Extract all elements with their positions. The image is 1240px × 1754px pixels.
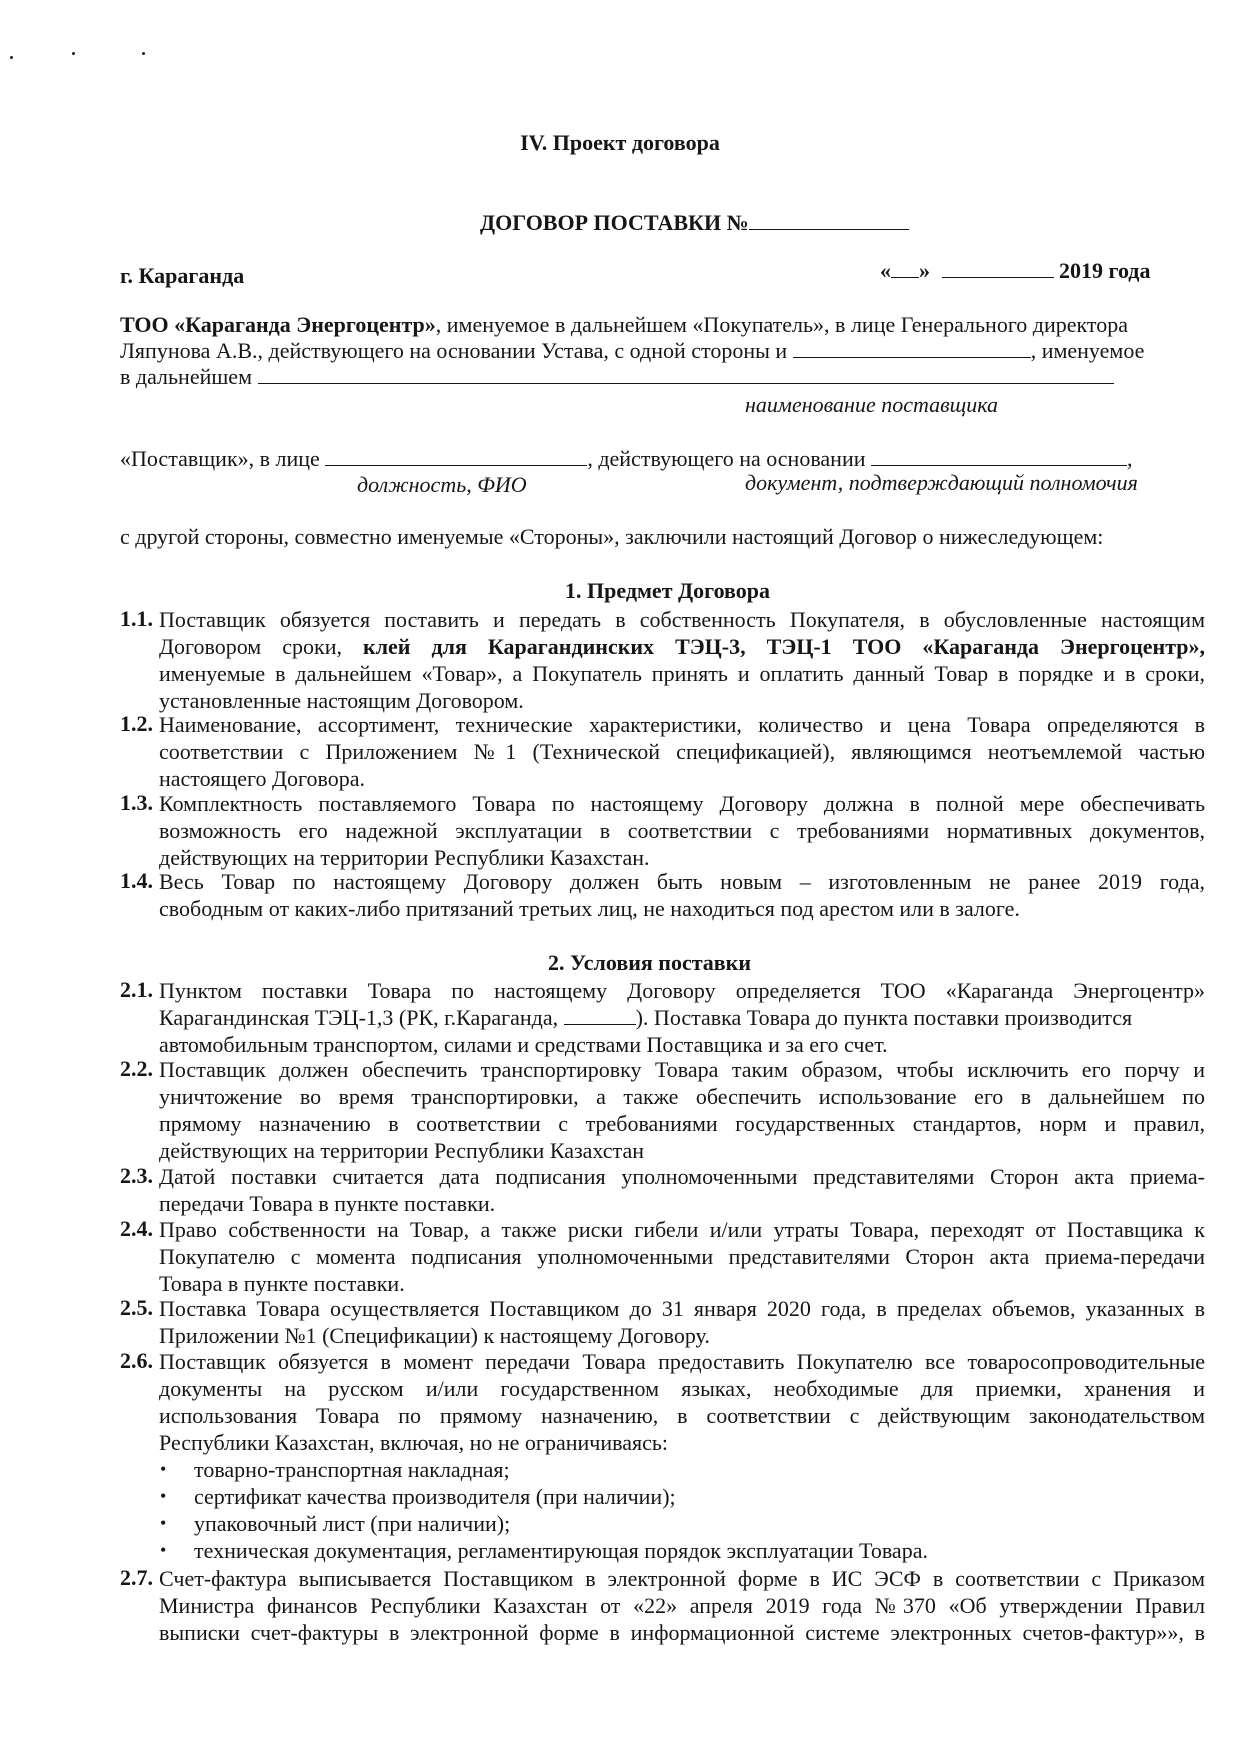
clause-line: Республики Казахстан, включая, но не ограничиваясь: xyxy=(159,1430,668,1455)
clause-line xyxy=(159,1004,1205,1031)
bullet-icon: • xyxy=(160,1513,167,1533)
preamble-line-2 xyxy=(120,338,1205,364)
preamble-line-5: с другой стороны, совместно именуемые «Стороны», заключили настоящий Договор о нижеследующем: xyxy=(120,524,1104,549)
clause-line: выписки счет-фактуры в электронной форме в информационной системе электронных счетов-фактур»», в xyxy=(159,1620,1205,1645)
clause-number: 2.3. xyxy=(120,1163,153,1188)
preamble-line-4-start: «Поставщик», в лице xyxy=(120,446,320,471)
clause-text: Карагандинская ТЭЦ-1,3 (РК, г.Караганда, xyxy=(159,1005,564,1030)
contract-date xyxy=(880,258,1150,284)
clause-1-3 xyxy=(120,790,1205,871)
preamble-line-1 xyxy=(120,312,1205,338)
section-2-title: 2. Условия поставки xyxy=(548,950,752,975)
clause-line: Товара в пункте поставки. xyxy=(159,1271,405,1296)
position-fio-blank xyxy=(325,447,587,466)
clause-number: 2.4. xyxy=(120,1216,153,1241)
bullet-icon: • xyxy=(160,1459,167,1479)
clause-line: настоящего Договора. xyxy=(159,766,365,791)
clause-text: ). Поставка Товара до пункта поставки производится xyxy=(635,1005,1133,1030)
preamble-line-1-text: , именуемое в дальнейшем «Покупатель», в лице Генерального директора xyxy=(435,312,1129,337)
date-quote-close: » xyxy=(919,258,930,283)
clause-1-4 xyxy=(120,868,1205,922)
clause-number: 1.1. xyxy=(120,606,153,631)
clause-line: Пунктом поставки Товара по настоящему Договору определяется ТОО «Караганда Энергоцентр» xyxy=(159,978,1205,1003)
product-name: клей для Карагандинских ТЭЦ-3, ТЭЦ-1 ТОО «Караганда Энергоцентр», xyxy=(363,634,1206,659)
clause-2-1 xyxy=(120,977,1205,1058)
clause-line: прямому назначению в соответствии с требованиями государственных стандартов, норм и правил, xyxy=(159,1111,1205,1136)
clause-line: Наименование, ассортимент, технические характеристики, количество и цена Товара определяются в xyxy=(159,712,1205,737)
date-year: 2019 года xyxy=(1059,258,1151,283)
clause-line: Право собственности на Товар, а также риски гибели и/или утраты Товара, переходят от Поставщика к xyxy=(159,1217,1205,1242)
preamble-line-2-end: , именуемое xyxy=(1030,338,1145,363)
clause-2-7 xyxy=(120,1565,1205,1646)
clause-number: 1.2. xyxy=(120,711,153,736)
clause-number: 2.6. xyxy=(120,1348,153,1373)
preamble-line-3 xyxy=(120,364,1114,390)
clause-line: Весь Товар по настоящему Договору должен быть новым – изготовленным не ранее 2019 года, xyxy=(159,869,1205,894)
scan-speck xyxy=(142,52,145,55)
buyer-name: ТОО «Караганда Энергоцентр» xyxy=(120,312,436,337)
preamble-line-4-mid: , действующего на основании xyxy=(587,446,866,471)
clause-text: Договором сроки, xyxy=(159,634,342,659)
caption-position: должность, ФИО xyxy=(357,472,527,497)
clause-line: уничтожение во время транспортировки, а также обеспечить использование его в дальнейшем по xyxy=(159,1084,1205,1109)
preamble-line-4 xyxy=(120,446,1133,472)
clause-2-4 xyxy=(120,1216,1205,1297)
clause-number: 2.2. xyxy=(120,1056,153,1081)
clause-line: Поставщик обязуется поставить и передать в собственность Покупателя, в обусловленные настоящим xyxy=(159,607,1205,632)
date-month-blank xyxy=(942,259,1054,278)
list-item-text: упаковочный лист (при наличии); xyxy=(194,1511,511,1536)
clause-number: 1.4. xyxy=(120,868,153,893)
caption-authority: документ, подтверждающий полномочия xyxy=(745,470,1138,495)
clause-line: Комплектность поставляемого Товара по настоящему Договору должна в полной мере обеспечивать xyxy=(159,791,1205,816)
clause-line: действующих на территории Республики Казахстан xyxy=(159,1138,644,1163)
clause-number: 2.1. xyxy=(120,977,153,1002)
clause-line: Приложении №1 (Спецификации) к настоящему Договору. xyxy=(159,1323,710,1348)
clause-number: 1.3. xyxy=(120,790,153,815)
clause-line: Поставка Товара осуществляется Поставщиком до 31 января 2020 года, в пределах объемов, указанных в xyxy=(159,1296,1205,1321)
city: г. Караганда xyxy=(120,263,245,288)
clause-line: возможность его надежной эксплуатации в соответствии с требованиями нормативных документов, xyxy=(159,818,1205,843)
clause-2-5 xyxy=(120,1295,1205,1349)
clause-line: Покупателю с момента подписания уполномоченными представителями Сторон акта приема-передачи xyxy=(159,1244,1205,1269)
scan-speck xyxy=(72,52,75,55)
clause-2-6 xyxy=(120,1348,1205,1456)
date-day-blank xyxy=(891,259,919,278)
clause-line: Поставщик обязуется в момент передачи Товара предоставить Покупателю все товаросопроводительные xyxy=(159,1349,1205,1374)
clause-line: Датой поставки считается дата подписания уполномоченными представителями Сторон акта приема- xyxy=(159,1164,1205,1189)
clause-line: действующих на территории Республики Казахстан. xyxy=(159,845,650,870)
list-item-text: товарно-транспортная накладная; xyxy=(194,1457,510,1482)
clause-line: использования Товара по прямому назначению, в соответствии с действующим законодательством xyxy=(159,1403,1205,1428)
contract-number-blank xyxy=(749,211,909,230)
clause-line: установленные настоящим Договором. xyxy=(159,688,524,713)
clause-line: документы на русском и/или государственном языках, необходимые для приемки, хранения и xyxy=(159,1376,1205,1401)
clause-number: 2.7. xyxy=(120,1565,153,1590)
clause-number: 2.5. xyxy=(120,1295,153,1320)
section-title: IV. Проект договора xyxy=(520,130,720,155)
supplier-name-blank-2 xyxy=(258,365,1114,384)
clause-line: именуемые в дальнейшем «Товар», а Покупатель принять и оплатить данный Товар в порядке и в сроки, xyxy=(159,661,1205,686)
contract-title xyxy=(480,210,909,236)
clause-line: Счет-фактура выписывается Поставщиком в электронной форме в ИС ЭСФ в соответствии с Приказом xyxy=(159,1566,1205,1591)
supplier-name-blank xyxy=(793,339,1031,358)
date-quote-open: « xyxy=(880,258,891,283)
clause-line: соответствии с Приложением №1 (Технической спецификацией), являющимся неотъемлемой частью xyxy=(159,739,1205,764)
list-item-text: техническая документация, регламентирующая порядок эксплуатации Товара. xyxy=(194,1538,928,1563)
section-1-title: 1. Предмет Договора xyxy=(565,578,771,603)
bullet-icon: • xyxy=(160,1486,167,1506)
contract-title-text: ДОГОВОР ПОСТАВКИ № xyxy=(480,210,749,235)
authority-document-blank xyxy=(871,447,1127,466)
clause-2-2 xyxy=(120,1056,1205,1164)
clause-line: передачи Товара в пункте поставки. xyxy=(159,1191,496,1216)
preamble-line-2-start: Ляпунова А.В., действующего на основании Устава, с одной стороны и xyxy=(120,338,788,363)
clause-2-3 xyxy=(120,1163,1205,1217)
bullet-icon: • xyxy=(160,1540,167,1560)
list-item-text: сертификат качества производителя (при наличии); xyxy=(194,1484,676,1509)
clause-line xyxy=(159,633,1205,660)
preamble-line-4-end: , xyxy=(1127,446,1133,471)
caption-supplier: наименование поставщика xyxy=(745,392,999,417)
preamble-line-3-start: в дальнейшем xyxy=(120,364,252,389)
clause-1-2 xyxy=(120,711,1205,792)
clause-line: автомобильным транспортом, силами и средствами Поставщика и за его счет. xyxy=(159,1032,888,1057)
scan-speck xyxy=(10,56,13,59)
address-blank xyxy=(564,1006,636,1025)
clause-line: Министра финансов Республики Казахстан от «22» апреля 2019 года №370 «Об утверждении Правил xyxy=(159,1593,1205,1618)
clause-line: свободным от каких-либо притязаний третьих лиц, не находиться под арестом или в залоге. xyxy=(159,896,1020,921)
clause-line: Поставщик должен обеспечить транспортировку Товара таким образом, чтобы исключить его порчу и xyxy=(159,1057,1205,1082)
